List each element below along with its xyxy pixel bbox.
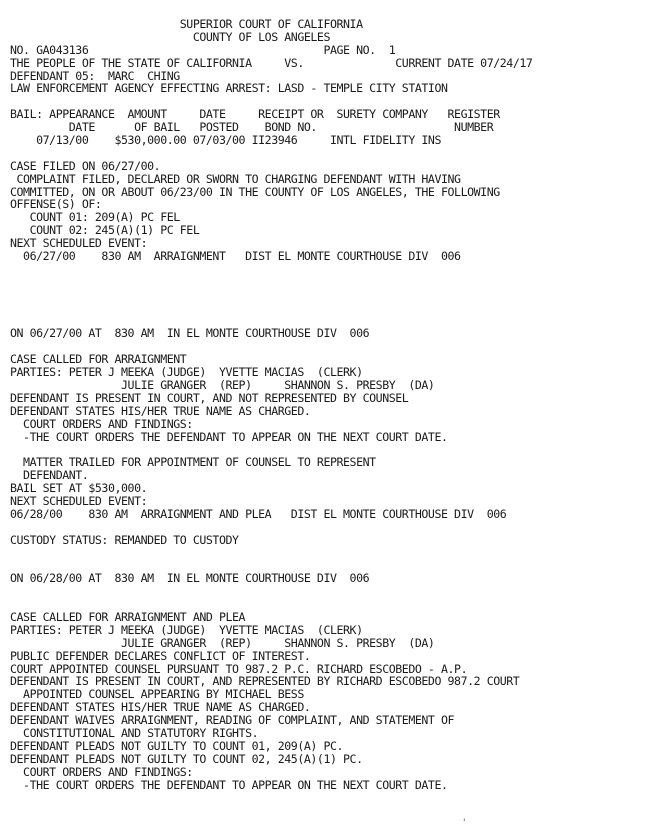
filing-line: COMPLAINT FILED, DECLARED OR SWORN TO CHARGING DEFENDANT WITH HAVING — [10, 172, 461, 186]
hearing-line: MATTER TRAILED FOR APPOINTMENT OF COUNSEL TO REPRESENT — [10, 456, 376, 470]
bail-table-header-1: BAIL: APPEARANCE AMOUNT DATE RECEIPT OR SURETY COMPANY REGISTER — [10, 108, 500, 122]
hearing-parties: JULIE GRANGER (REP) SHANNON S. PRESBY (DA) — [10, 378, 435, 392]
hearing-heading: ON 06/28/00 AT 830 AM IN EL MONTE COURTHOUSE DIV 006 — [10, 572, 370, 586]
hearing-line: COURT ORDERS AND FINDINGS: — [10, 417, 193, 431]
hearing-line: -THE COURT ORDERS THE DEFENDANT TO APPEAR ON THE NEXT COURT DATE. — [10, 778, 448, 792]
case-number: NO. GA043136 — [10, 43, 89, 57]
count-02: COUNT 02: 245(A)(1) PC FEL — [10, 224, 200, 238]
court-docket-document — [0, 18, 663, 791]
hearing-line: COURT ORDERS AND FINDINGS: — [10, 765, 193, 779]
hearing-line: CONSTITUTIONAL AND STATUTORY RIGHTS. — [10, 726, 259, 740]
stray-mark: ' — [463, 818, 466, 828]
hearing-line: DEFENDANT WAIVES ARRAIGNMENT, READING OF COMPLAINT, AND STATEMENT OF — [10, 714, 455, 727]
hearing-heading: ON 06/27/00 AT 830 AM IN EL MONTE COURTHOUSE DIV 006 — [10, 327, 370, 341]
hearing-line: DEFENDANT IS PRESENT IN COURT, AND NOT REPRESENTED BY COUNSEL — [10, 391, 409, 405]
hearing-line: PUBLIC DEFENDER DECLARES CONFLICT OF INTEREST. — [10, 649, 311, 663]
plea-line: DEFENDANT PLEADS NOT GUILTY TO COUNT 02, 245(A)(1) PC. — [10, 752, 363, 766]
count-01: COUNT 01: 209(A) PC FEL — [10, 211, 180, 225]
hearing-line: CASE CALLED FOR ARRAIGNMENT — [10, 353, 187, 367]
hearing-line: -THE COURT ORDERS THE DEFENDANT TO APPEAR ON THE NEXT COURT DATE. — [10, 430, 448, 444]
bail-table-row: 07/13/00 $530,000.00 07/03/00 II23946 INTL FIDELITY INS — [10, 134, 441, 147]
hearing-parties: JULIE GRANGER (REP) SHANNON S. PRESBY (DA) — [10, 636, 435, 650]
hearing-line: COURT APPOINTED COUNSEL PURSUANT TO 987.2 P.C. RICHARD ESCOBEDO - A.P. — [10, 662, 468, 676]
hearing-line: DEFENDANT STATES HIS/HER TRUE NAME AS CHARGED. — [10, 701, 311, 715]
hearing-line: CASE CALLED FOR ARRAIGNMENT AND PLEA — [10, 610, 246, 624]
filing-line: NEXT SCHEDULED EVENT: — [10, 237, 148, 251]
filing-line: CASE FILED ON 06/27/00. — [10, 159, 161, 173]
bail-table-header-2: DATE OF BAIL POSTED BOND NO. NUMBER — [10, 121, 494, 135]
filing-line: COMMITTED, ON OR ABOUT 06/23/00 IN THE COUNTY OF LOS ANGELES, THE FOLLOWING — [10, 185, 500, 199]
caption-row — [0, 57, 663, 70]
hearing-line: NEXT SCHEDULED EVENT: — [10, 494, 148, 508]
court-name: SUPERIOR COURT OF CALIFORNIA — [179, 18, 363, 31]
hearing-line: DEFENDANT IS PRESENT IN COURT, AND REPRESENTED BY RICHARD ESCOBEDO 987.2 COURT — [10, 675, 520, 689]
plea-line: DEFENDANT PLEADS NOT GUILTY TO COUNT 01, 209(A) PC. — [10, 739, 344, 753]
custody-status: CUSTODY STATUS: REMANDED TO CUSTODY — [10, 533, 239, 547]
hearing-parties: PARTIES: PETER J MEEKA (JUDGE) YVETTE MACIAS (CLERK) — [10, 623, 363, 637]
current-date: CURRENT DATE 07/24/17 — [395, 56, 533, 70]
page-number: PAGE NO. 1 — [323, 43, 396, 57]
next-event: 06/27/00 830 AM ARRAIGNMENT DIST EL MONTE COURTHOUSE DIV 006 — [10, 250, 461, 263]
hearing-line: DEFENDANT. — [10, 469, 89, 483]
bail-set: BAIL SET AT $530,000. — [10, 482, 148, 495]
people-caption: THE PEOPLE OF THE STATE OF CALIFORNIA VS. — [10, 56, 304, 70]
hearing-line: DEFENDANT STATES HIS/HER TRUE NAME AS CHARGED. — [10, 404, 311, 418]
defendant-name: DEFENDANT 05: MARC CHING — [10, 69, 180, 83]
arresting-agency: LAW ENFORCEMENT AGENCY EFFECTING ARREST: LASD - TEMPLE CITY STATION — [10, 82, 448, 96]
hearing-parties: PARTIES: PETER J MEEKA (JUDGE) YVETTE MACIAS (CLERK) — [10, 366, 363, 379]
county-name: COUNTY OF LOS ANGELES — [192, 30, 330, 44]
filing-line: OFFENSE(S) OF: — [10, 198, 102, 212]
next-event: 06/28/00 830 AM ARRAIGNMENT AND PLEA DIST EL MONTE COURTHOUSE DIV 006 — [10, 507, 507, 521]
case-number-row — [0, 44, 663, 57]
hearing-line: APPOINTED COUNSEL APPEARING BY MICHAEL BESS — [10, 688, 304, 702]
